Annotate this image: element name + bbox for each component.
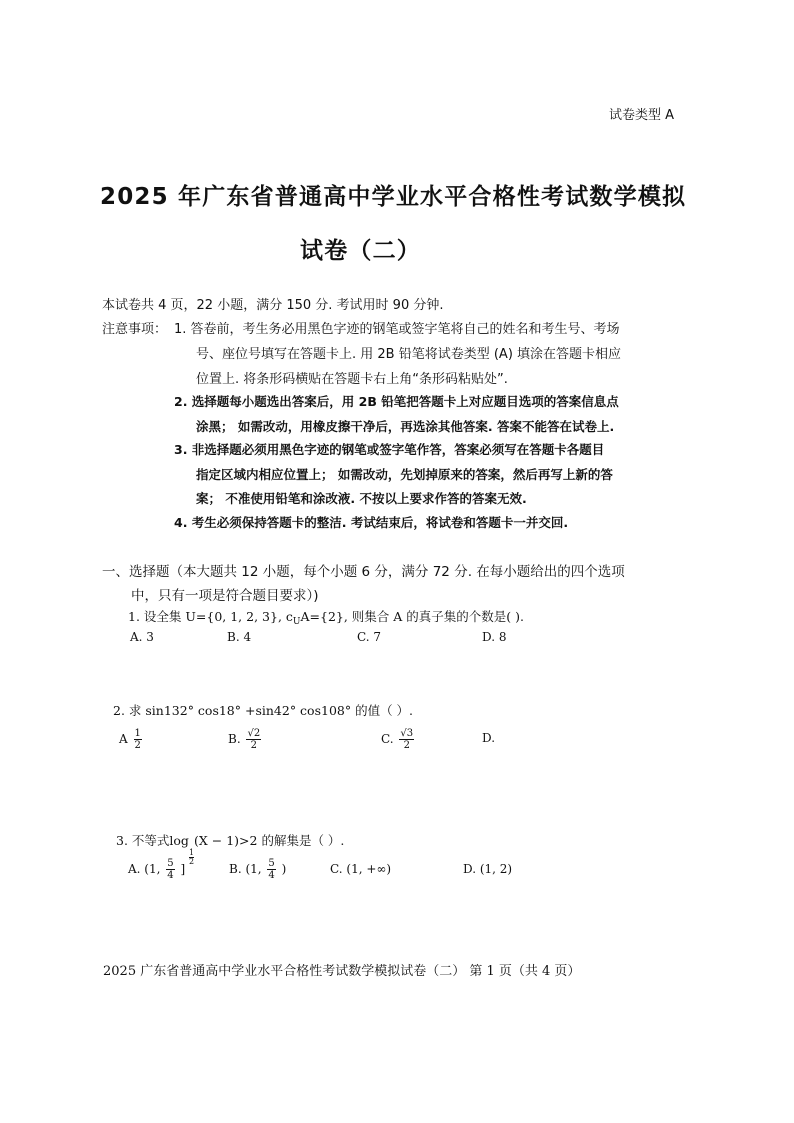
fraction-numerator: √3 [400,728,414,739]
question-2-option-b-fraction [246,728,261,751]
note-4: 4. 考生必须保持答题卡的整洁. 考试结束后，将试卷和答题卡一并交回. [174,515,569,530]
note-1-line3: 位置上. 将条形码横贴在答题卡右上角“条形码粘贴处”. [196,372,508,387]
fraction-denominator: 4 [268,870,275,881]
fraction-numerator: 1 [134,728,141,739]
question-1-option-a: A. 3 [130,630,154,644]
fraction-numerator: 5 [268,858,275,869]
question-2-option-a [119,728,144,751]
note-3-line1: 3. 非选择题必须用黑色字迹的钢笔或签字笔作答，答案必须写在答题卡各题目 [174,442,605,457]
question-2-option-c-label: C. [381,732,394,746]
question-1-option-b: B. 4 [227,630,252,644]
question-3-option-b-fraction [267,858,275,881]
question-2-option-b-label: B. [228,732,241,746]
section-1-heading-line1: 一、选择题（本大题共 12 小题，每个小题 6 分，满分 72 分. 在每小题给出的四个选项 [102,564,625,580]
question-3-option-b [229,858,286,881]
note-3-line2: 指定区域内相应位置上； 如需改动，先划掉原来的答案，然后再写上新的答 [196,467,613,482]
question-2-option-a-label: A [119,732,128,746]
question-1-option-d: D. 8 [482,630,507,644]
note-1-line2: 号、座位号填写在答题卡上. 用 2B 铅笔将试卷类型 (A) 填涂在答题卡相应 [196,347,622,362]
log-base-numerator: 1 [188,848,195,857]
question-2-option-c [381,728,416,751]
note-3-line3: 案； 不准使用铅笔和涂改液. 不按以上要求作答的答案无效. [196,491,527,506]
section-1-heading-line2: 中，只有一项是符合题目要求）) [131,588,319,604]
fraction-denominator: 2 [250,740,258,751]
question-2-option-a-fraction [134,728,142,751]
question-3-option-a [128,858,185,881]
fraction-denominator: 2 [134,740,141,751]
exam-intro: 本试卷共 4 页，22 小题，满分 150 分. 考试用时 90 分钟. [102,298,444,313]
question-2-option-c-fraction [399,728,414,751]
question-1-stem-post: A={2}, 则集合 A 的真子集的个数是( ). [300,609,524,624]
fraction-denominator: 4 [167,870,174,881]
question-3-option-a-label: A. (1, [128,862,165,876]
question-3-stem-post: (X − 1)>2 的解集是（ ）. [194,833,345,848]
fraction-denominator: 2 [403,740,410,751]
question-2-stem: 2. 求 sin132° cos18° +sin42° cos108° 的值（ ）. [113,703,414,718]
question-3-option-a-fraction [166,858,174,881]
question-1-option-c: C. 7 [357,630,382,644]
question-3-option-d: D. (1, 2) [463,862,513,876]
question-2-option-b [228,728,263,751]
question-1-stem [128,607,524,627]
question-1-stem-pre: 1. 设全集 U={0, 1, 2, 3}, c [128,609,293,624]
log-base-denominator: 2 [188,857,195,866]
exam-type-label: 试卷类型 A [609,108,675,123]
notes-label: 注意事项： [102,322,168,337]
page-footer: 2025 广东省普通高中学业水平合格性考试数学模拟试卷（二） 第 1 页（共 4 页） [103,964,581,979]
question-3-option-b-close: ) [277,862,287,876]
note-1-line1: 1. 答卷前，考生务必用黑色字迹的钢笔或签字笔将自己的姓名和考生号、考场 [174,322,620,337]
question-3-option-a-close: ] [176,862,186,876]
page-title-line1: 2025 年广东省普通高中学业水平合格性考试数学模拟 [100,184,687,210]
question-1-complement-subscript: U [292,617,301,627]
fraction-numerator: 5 [167,858,174,869]
note-2-line1: 2. 选择题每小题选出答案后，用 2B 铅笔把答题卡上对应题目选项的答案信息点 [174,394,619,409]
note-2-line2: 涂黑； 如需改动，用橡皮擦干净后，再选涂其他答案. 答案不能答在试卷上. [196,419,615,434]
page-title-line2: 试卷（二） [300,238,421,264]
question-3-log-base [189,849,194,866]
question-2-option-d: D. [482,731,496,745]
question-3-option-b-label: B. (1, [229,862,266,876]
question-3-option-c: C. (1, +∞) [330,862,392,876]
fraction-numerator: √2 [247,728,261,739]
question-3-stem-pre: 3. 不等式log [116,833,189,848]
